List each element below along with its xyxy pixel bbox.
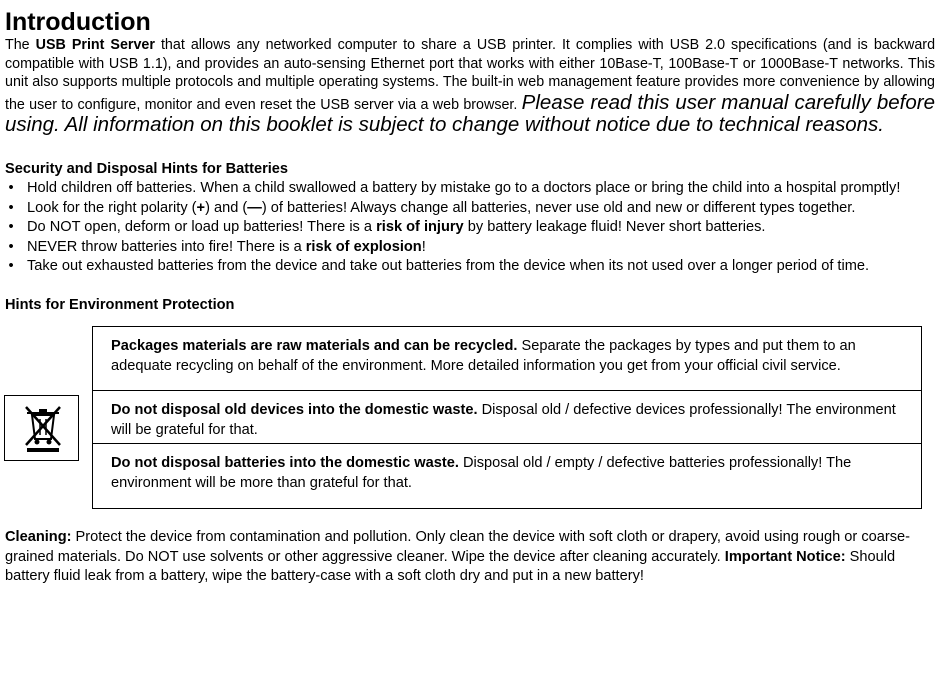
environment-heading: Hints for Environment Protection (5, 297, 235, 313)
list-item-text: Hold children off batteries. When a child swallowed a battery by mistake go to a doctors place or bring the child into a hospital promptly! (27, 180, 901, 196)
intro-product-name: USB Print Server (35, 37, 155, 53)
cleaning-text: Protect the device from contamination and pollution. Only clean the device with soft cloth or drapery, avoid using rough or coarse-grained materials. Do NOT use solvents or other aggressive cleaner. Wipe the device after cleaning accurately. (5, 529, 910, 565)
bullet-icon: • (8, 199, 14, 216)
important-notice-label: Important Notice: (724, 548, 846, 565)
list-item (5, 179, 940, 199)
cleaning-label: Cleaning: (5, 529, 72, 545)
list-item (5, 218, 940, 238)
cleaning-paragraph (5, 528, 925, 587)
environment-row (93, 337, 921, 376)
environment-row-title: Do not disposal batteries into the domestic waste. (111, 455, 459, 471)
bullet-icon: • (8, 258, 14, 274)
list-item-text: by battery leakage fluid! Never short batteries. (463, 219, 766, 235)
environment-row-title: Do not disposal old devices into the domestic waste. (111, 402, 478, 418)
important-notice-text: Should battery fluid leak from a battery, wipe the battery-case with a soft cloth dry and put in a new battery! (5, 548, 896, 584)
environment-table (92, 326, 922, 509)
page-title: Introduction (5, 8, 151, 36)
intro-text-2: that allows any networked computer to share a USB printer. It complies with USB 2.0 specifications (and is backward compatible with USB 1.1), and provides an auto-sensing Ethernet port that works with either 10Base-T, 100Base-T or 1000Base-T networks. This unit also supports multiple protocols and multiple operating systems. The built-in web management feature provides more convenience by allowing the user to configure, monitor and even reset the USB server via a web browser. (5, 37, 936, 113)
environment-row-text: Disposal old / empty / defective batteries professionally! The environment will be more than grateful for that. (111, 455, 852, 491)
table-divider (93, 390, 921, 391)
minus-symbol: — (247, 199, 262, 216)
list-item-emphasis: risk of injury (376, 219, 464, 235)
bullet-icon: • (8, 180, 14, 196)
list-item (5, 199, 940, 219)
table-divider (93, 443, 921, 444)
plus-symbol: + (196, 199, 206, 216)
list-item-text: Look for the right polarity ( (27, 199, 197, 216)
list-item (5, 257, 940, 277)
intro-paragraph (5, 36, 935, 137)
list-item-text: ) of batteries! Always change all batteries, never use old and new or different types together. (261, 199, 856, 216)
list-item-text: Do NOT open, deform or load up batteries! There is a (27, 219, 377, 235)
list-item-text: ) and ( (205, 199, 248, 216)
intro-text-1: The (5, 37, 36, 53)
environment-row-text: Separate the packages by types and put them to an adequate recycling on behalf of the environment. More detailed information you get from your official civil service. (111, 338, 856, 374)
security-list (5, 179, 940, 277)
list-item-text: ! (421, 238, 426, 255)
list-item-text: Take out exhausted batteries from the device and take out batteries from the device when its not used over a longer period of time. (27, 258, 870, 274)
environment-row-title: Packages materials are raw materials and can be recycled. (111, 338, 518, 354)
list-item (5, 238, 940, 258)
crossed-bin-icon (23, 403, 63, 453)
list-item-text: NEVER throw batteries into fire! There is a (27, 238, 306, 255)
environment-row (93, 454, 921, 493)
weee-symbol-box (4, 395, 79, 461)
environment-row (93, 401, 921, 440)
list-item-emphasis: risk of explosion (305, 238, 422, 255)
intro-notice: Please read this user manual carefully before using. All information on this booklet is subject to change without notice due to technical reasons. (5, 90, 935, 137)
bullet-icon: • (8, 219, 14, 235)
bullet-icon: • (8, 238, 14, 255)
environment-row-text: Disposal old / defective devices professionally! The environment will be grateful for that. (111, 402, 896, 438)
security-heading: Security and Disposal Hints for Batteries (5, 161, 289, 177)
